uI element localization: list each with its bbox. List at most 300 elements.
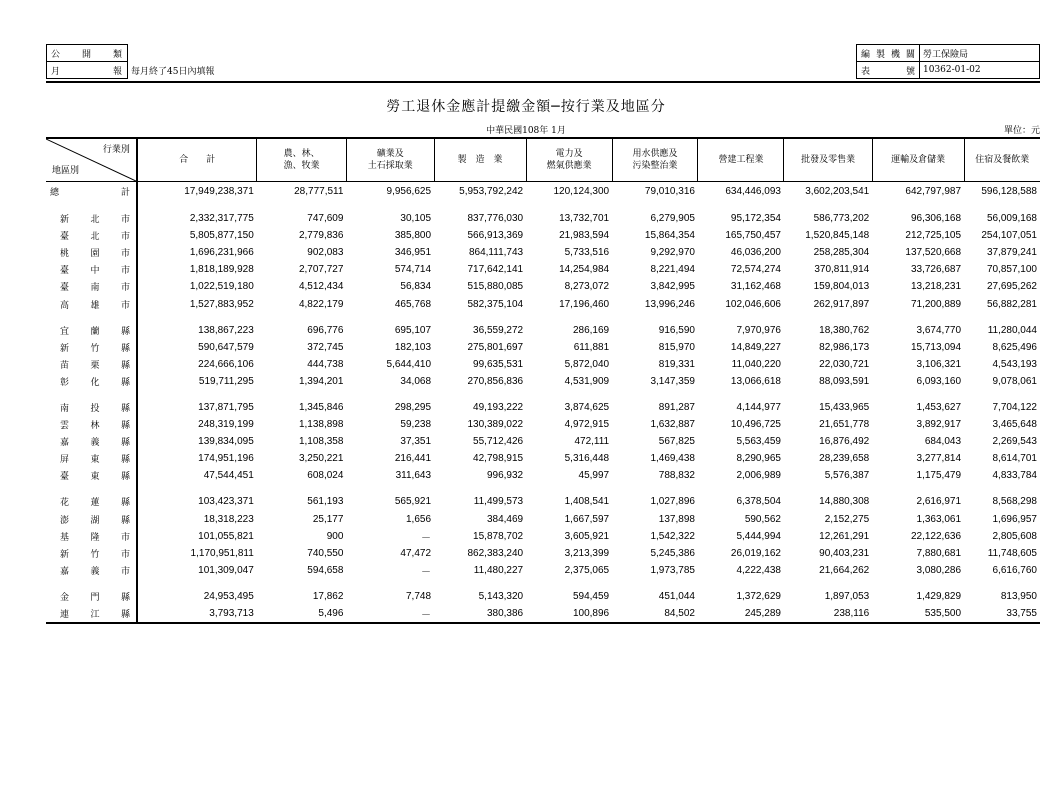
value-cell: 5,245,386 [650,547,695,559]
region-name: 高雄市 [60,300,130,311]
value-cell: 864,111,743 [468,247,524,259]
region-name: 南投縣 [60,403,130,414]
value-cell: 12,261,291 [819,530,870,542]
value-cell: 1,818,189,928 [189,264,254,276]
value-cell: 95,172,354 [730,213,781,225]
value-cell: 174,951,196 [198,453,254,465]
value-cell: 7,748 [405,590,432,602]
value-cell: 582,375,104 [467,298,524,310]
value-cell: 3,106,321 [916,358,962,370]
value-cell: 346,951 [394,247,432,259]
table-row [46,450,1040,467]
value-cell: 18,380,762 [819,324,870,336]
value-cell: 1,372,629 [736,590,781,602]
region-name: 新竹縣 [60,343,130,354]
value-cell: 5,576,387 [824,470,870,482]
value-cell: 1,394,201 [298,375,344,387]
value-cell: 24,953,495 [203,590,254,602]
value-cell: 5,316,448 [564,453,610,465]
header-left-table [46,44,846,79]
value-cell: 103,423,371 [198,496,254,508]
value-cell: 82,986,173 [819,341,870,353]
value-cell: 380,386 [434,605,526,623]
corner-industry-label: 行業別 [102,145,130,155]
value-cell: 270,856,836 [467,375,524,387]
column-header: 礦業及 土石採取業 [346,138,434,182]
region-cell [46,528,137,545]
value-cell: 1,897,053 [824,590,870,602]
value-cell: － [421,566,432,578]
table-row [46,433,1040,450]
value-cell: 5,953,792,242 [459,186,524,197]
value-cell: 3,080,286 [916,564,962,576]
value-cell: 100,896 [526,605,612,623]
value-cell: 594,459 [572,590,610,602]
table-row [46,278,1040,295]
top-rule [46,81,1040,83]
region-cell [46,373,137,390]
value-cell: 37,351 [400,436,432,448]
value-cell: 14,880,308 [819,496,870,508]
value-cell: 13,066,618 [730,375,781,387]
table-row [46,261,1040,278]
value-cell: 6,093,160 [916,375,962,387]
value-cell: 11,499,573 [473,496,524,508]
region-cell [46,182,137,202]
value-cell: 245,289 [698,605,784,623]
value-cell: 102,046,606 [725,298,781,310]
region-name: 臺北市 [60,232,130,243]
value-cell: 27,695,262 [986,281,1037,293]
table-row [46,295,1040,312]
table-row [46,227,1040,244]
value-cell: 1,696,957 [992,513,1037,525]
region-cell [46,450,137,467]
region-cell [46,605,137,623]
table-row [46,562,1040,579]
value-cell: 891,287 [658,401,695,413]
table-row [46,339,1040,356]
value-cell: 55,712,426 [473,436,524,448]
region-name: 新竹市 [60,549,130,560]
value-cell: 30,105 [400,213,432,225]
value-cell: 258,285,304 [813,247,870,259]
value-cell: 444,738 [307,358,344,370]
value-cell: 298,295 [394,401,432,413]
value-cell: 248,319,199 [198,419,254,431]
value-cell: 120,124,300 [553,186,610,197]
region-name: 嘉義縣 [60,438,130,449]
region-cell [46,562,137,579]
value-cell: 13,218,231 [910,281,962,293]
value-cell: 22,122,636 [910,530,962,542]
value-cell: 5,143,320 [478,590,524,602]
value-cell: 15,433,965 [819,401,870,413]
value-cell: 6,279,905 [650,213,695,225]
value-cell: 747,609 [307,213,344,225]
region-name: 嘉義市 [60,566,130,577]
value-cell: 34,068 [400,375,432,387]
value-cell: 611,881 [573,341,610,353]
column-header: 批發及零售業 [784,138,872,182]
value-cell: 56,834 [400,281,432,293]
value-cell: 3,277,814 [916,453,962,465]
value-cell: 596,128,588 [981,186,1037,197]
value-cell: 2,805,608 [992,530,1037,542]
value-cell: 1,170,951,811 [190,547,254,559]
region-name: 連江縣 [60,610,130,621]
value-cell: 11,040,220 [731,358,781,370]
header-label: 公開類 [47,45,128,62]
table-row [46,588,1040,605]
value-cell: 33,755 [964,605,1040,623]
region-cell [46,545,137,562]
value-cell: 4,144,977 [736,401,781,413]
region-cell [46,356,137,373]
value-cell: 31,162,468 [730,281,781,293]
value-cell: 8,290,965 [736,453,781,465]
value-cell: 28,239,658 [819,453,870,465]
unit-label: 單位：元 [1003,126,1040,136]
table-row [46,399,1040,416]
value-cell: 59,238 [400,419,432,431]
value-cell: 3,605,921 [564,530,610,542]
table-row [46,182,1040,202]
value-cell: 837,776,030 [467,213,524,225]
value-cell: 634,446,093 [725,186,781,197]
page-title: 勞工退休金應計提繳金額─按行業及地區分 [386,99,666,115]
value-cell: 137,520,668 [905,247,962,259]
value-cell: 788,832 [658,470,695,482]
value-cell: 212,725,105 [905,230,962,242]
value-cell: 1,973,785 [650,564,695,576]
value-cell: 4,222,438 [736,564,781,576]
value-cell: 642,797,987 [905,186,962,197]
value-cell: 10,496,725 [730,419,781,431]
header-label: 編製機關 [857,45,920,62]
value-cell: 1,408,541 [564,496,610,508]
value-cell: 1,520,845,148 [805,230,870,242]
value-cell: 567,825 [658,436,695,448]
region-name: 澎湖縣 [60,515,130,526]
value-cell: 3,793,713 [137,605,257,623]
value-cell: 3,842,995 [650,281,695,293]
value-cell: 72,574,274 [730,264,781,276]
group-spacer [46,390,1040,399]
value-cell: 22,030,721 [819,358,870,370]
value-cell: 16,876,492 [819,436,870,448]
value-cell: 1,108,358 [298,436,344,448]
header-value: 每月終了45日內填報 [128,62,847,79]
group-spacer [46,484,1040,493]
value-cell: 695,107 [394,324,432,336]
region-name: 屏東縣 [60,455,130,466]
value-cell: 385,800 [394,230,432,242]
value-cell: 608,024 [307,470,344,482]
value-cell: 9,292,970 [650,247,695,259]
value-cell: 1,138,898 [298,419,344,431]
value-cell: 561,193 [307,496,344,508]
value-cell: 1,429,829 [916,590,962,602]
column-header: 運輸及倉儲業 [872,138,964,182]
value-cell: 1,175,479 [916,470,962,482]
region-cell [46,244,137,261]
value-cell: 813,950 [1000,590,1037,602]
value-cell: 101,309,047 [198,564,254,576]
value-cell: 819,331 [658,358,695,370]
table-header-row [46,138,1040,182]
value-cell: 862,383,240 [467,547,524,559]
region-cell [46,210,137,227]
value-cell: 5,444,994 [736,530,781,542]
value-cell: 18,318,223 [203,513,254,525]
region-name: 金門縣 [60,592,130,603]
value-cell: 25,177 [312,513,344,525]
value-cell: 372,745 [307,341,344,353]
value-cell: 36,559,272 [473,324,524,336]
value-cell: 286,169 [572,324,610,336]
value-cell: 37,879,241 [986,247,1037,259]
value-cell: 17,949,238,371 [184,186,254,197]
value-cell: 902,083 [307,247,344,259]
value-cell: 5,563,459 [736,436,781,448]
region-cell [46,588,137,605]
region-name: 宜蘭縣 [60,326,130,337]
value-cell: 6,378,504 [736,496,781,508]
value-cell: 1,696,231,966 [189,247,254,259]
value-cell: 996,932 [486,470,524,482]
value-cell: 11,280,044 [987,324,1037,336]
value-cell: 4,822,179 [298,298,344,310]
value-cell: 33,726,687 [910,264,962,276]
value-cell: 84,502 [612,605,698,623]
value-cell: 7,704,122 [992,401,1037,413]
region-name: 臺東縣 [60,472,130,483]
value-cell: 7,970,976 [736,324,781,336]
value-cell: 2,616,971 [916,496,962,508]
value-cell: 56,882,281 [986,298,1037,310]
value-cell: 275,801,697 [467,341,524,353]
table-row [46,356,1040,373]
value-cell: 88,093,591 [819,375,870,387]
table-row [46,416,1040,433]
value-cell: 46,036,200 [730,247,781,259]
value-cell: 515,880,085 [467,281,524,293]
value-cell: 900 [326,530,344,542]
data-table [46,137,1040,624]
value-cell: 26,019,162 [730,547,781,559]
value-cell: 130,389,022 [467,419,524,431]
value-cell: 5,644,410 [386,358,432,370]
value-cell: 696,776 [307,324,344,336]
value-cell: 4,531,909 [564,375,610,387]
value-cell: 565,921 [394,496,432,508]
value-cell: 2,006,989 [736,470,781,482]
value-cell: 3,674,770 [916,324,962,336]
column-header: 營建工程業 [698,138,784,182]
table-row [46,210,1040,227]
value-cell: 13,996,246 [644,298,695,310]
value-cell: 8,273,072 [564,281,610,293]
column-header: 住宿及餐飲業 [964,138,1040,182]
value-cell: 8,625,496 [992,341,1037,353]
value-cell: 717,642,141 [467,264,524,276]
value-cell: 96,306,168 [910,213,962,225]
value-cell: 15,878,702 [473,530,524,542]
value-cell: 586,773,202 [813,213,870,225]
value-cell: 2,152,275 [824,513,870,525]
value-cell: 5,733,516 [564,247,610,259]
region-name: 新北市 [60,215,130,226]
value-cell: 1,469,438 [650,453,695,465]
value-cell: 3,465,648 [992,419,1037,431]
value-cell: 9,078,061 [992,375,1037,387]
value-cell: 3,602,203,541 [805,186,870,197]
value-cell: 7,880,681 [916,547,962,559]
value-cell: 9,956,625 [386,186,432,197]
value-cell: 451,044 [658,590,695,602]
value-cell: 5,805,877,150 [189,230,254,242]
value-cell: 21,983,594 [559,230,610,242]
value-cell: 71,200,889 [910,298,962,310]
value-cell: 4,543,193 [992,358,1037,370]
value-cell: 535,500 [872,605,964,623]
value-cell: 15,713,094 [910,341,962,353]
table-body [46,182,1040,624]
value-cell: 56,009,168 [986,213,1037,225]
table-row [46,467,1040,484]
value-cell: 465,768 [394,298,432,310]
region-name: 桃園市 [60,249,130,260]
value-cell: 254,107,051 [981,230,1037,242]
value-cell: 216,441 [394,453,432,465]
table-row [46,528,1040,545]
value-cell: 14,254,984 [559,264,610,276]
value-cell: 2,779,836 [298,230,344,242]
value-cell: 1,345,846 [298,401,344,413]
value-cell: 47,544,451 [203,470,254,482]
value-cell: 1,656 [405,513,432,525]
value-cell: 1,542,322 [650,530,695,542]
column-header: 農、林、 漁、牧業 [257,138,347,182]
value-cell: 17,196,460 [559,298,610,310]
value-cell: 8,568,298 [992,496,1037,508]
region-cell [46,416,137,433]
value-cell: 1,453,627 [916,401,962,413]
value-cell: 262,917,897 [813,298,870,310]
value-cell: 2,375,065 [564,564,610,576]
value-cell: 5,872,040 [564,358,610,370]
table-row [46,373,1040,390]
value-cell: 3,250,221 [298,453,344,465]
value-cell: 13,732,701 [559,213,610,225]
value-cell: 4,512,434 [298,281,344,293]
region-name: 雲林縣 [60,421,130,432]
table-row [46,511,1040,528]
region-cell [46,399,137,416]
value-cell: 224,666,106 [198,358,254,370]
value-cell: 2,707,727 [298,264,344,276]
value-cell: － [421,532,432,544]
value-cell: 182,103 [394,341,432,353]
value-cell: 1,667,597 [564,513,610,525]
region-cell [46,433,137,450]
value-cell: 21,651,778 [819,419,870,431]
value-cell: 4,833,784 [992,470,1037,482]
value-cell: 45,997 [578,470,610,482]
value-cell: 139,834,095 [198,436,254,448]
value-cell: 49,193,222 [473,401,524,413]
value-cell: 311,643 [395,470,432,482]
value-cell: 3,147,359 [650,375,695,387]
value-cell: 8,221,494 [650,264,695,276]
value-cell: 590,647,579 [198,341,254,353]
region-cell [46,467,137,484]
corner-cell [46,138,137,182]
header-value: 勞工保險局 [920,45,1040,62]
region-name: 彰化縣 [60,377,130,388]
value-cell: 159,804,013 [813,281,870,293]
region-cell [46,493,137,510]
column-header: 電力及 燃氣供應業 [526,138,612,182]
column-header: 合 計 [137,138,257,182]
value-cell: 165,750,457 [725,230,781,242]
region-cell [46,227,137,244]
value-cell: 138,867,223 [198,324,254,336]
region-name: 臺中市 [60,266,130,277]
corner-region-label: 地區別 [52,166,80,176]
column-header: 製 造 業 [434,138,526,182]
value-cell: 815,970 [658,341,695,353]
value-cell: 3,213,399 [564,547,610,559]
region-cell [46,322,137,339]
value-cell: 2,269,543 [992,436,1037,448]
value-cell: 370,811,914 [814,264,870,276]
value-cell: 590,562 [744,513,781,525]
value-cell: 137,898 [658,513,695,525]
table-row [46,605,1040,623]
group-spacer [46,313,1040,322]
value-cell: 137,871,795 [198,401,254,413]
report-period: 中華民國108年 1月 [486,126,566,136]
value-cell: 472,111 [574,436,610,448]
region-cell [46,511,137,528]
value-cell: 70,857,100 [986,264,1037,276]
region-cell [46,278,137,295]
value-cell: 17,862 [312,590,344,602]
value-cell: 684,043 [924,436,962,448]
group-spacer [46,579,1040,588]
value-cell: 47,472 [400,547,432,559]
column-header: 用水供應及 污染整治業 [612,138,698,182]
group-spacer [46,201,1040,210]
header-label: 表號 [857,62,920,79]
table-row [46,545,1040,562]
region-name: 苗栗縣 [60,360,130,371]
region-cell [46,295,137,312]
table-row [46,322,1040,339]
value-cell: 11,748,605 [987,547,1037,559]
value-cell: 28,777,511 [294,186,344,197]
value-cell: － [346,605,434,623]
value-cell: 1,027,896 [650,496,695,508]
value-cell: 6,616,760 [992,564,1037,576]
table-row [46,244,1040,261]
value-cell: 15,864,354 [644,230,695,242]
header-label: 月報 [47,62,128,79]
value-cell: 574,714 [394,264,432,276]
header-right-table [856,44,1040,79]
